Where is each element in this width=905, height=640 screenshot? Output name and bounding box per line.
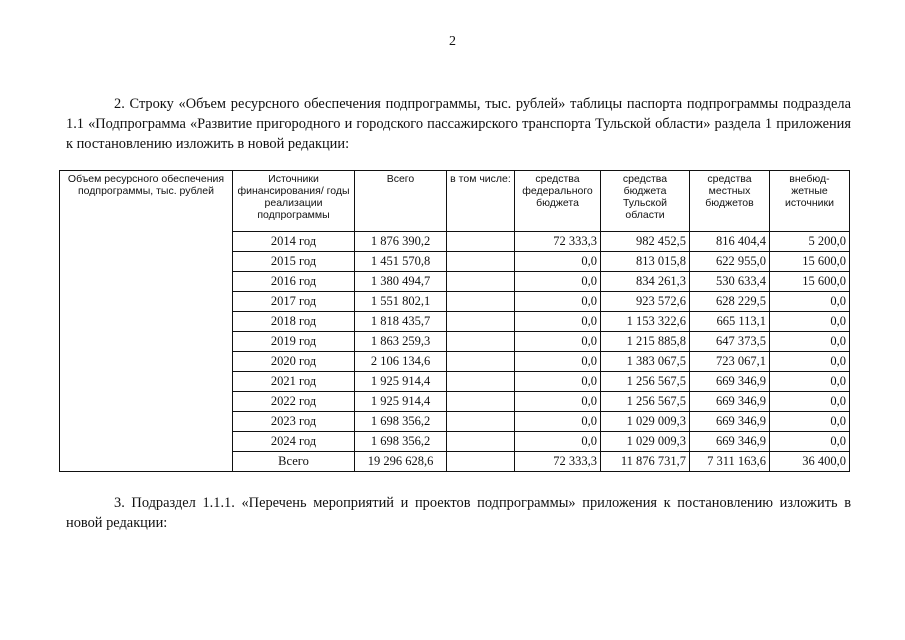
federal-cell: 0,0 <box>515 332 601 352</box>
including-cell <box>447 272 515 292</box>
including-cell <box>447 292 515 312</box>
total-cell: 1 451 570,8 <box>355 252 447 272</box>
extrabudgetary-cell: 0,0 <box>770 312 850 332</box>
regional-cell: 1 256 567,5 <box>601 392 690 412</box>
federal-cell: 72 333,3 <box>515 452 601 472</box>
local-cell: 669 346,9 <box>690 432 770 452</box>
federal-cell: 0,0 <box>515 292 601 312</box>
page-number: 2 <box>449 34 456 49</box>
extrabudgetary-cell: 5 200,0 <box>770 232 850 252</box>
total-cell: 1 876 390,2 <box>355 232 447 252</box>
extrabudgetary-cell: 36 400,0 <box>770 452 850 472</box>
including-cell <box>447 392 515 412</box>
header-including: в том числе: <box>447 171 515 232</box>
year-cell: 2021 год <box>233 372 355 392</box>
header-federal: средства федерального бюджета <box>515 171 601 232</box>
including-cell <box>447 232 515 252</box>
local-cell: 816 404,4 <box>690 232 770 252</box>
total-cell: 2 106 134,6 <box>355 352 447 372</box>
header-local: средства местных бюджетов <box>690 171 770 232</box>
local-cell: 723 067,1 <box>690 352 770 372</box>
federal-cell: 0,0 <box>515 252 601 272</box>
local-cell: 665 113,1 <box>690 312 770 332</box>
header-extrabudgetary: внебюд-жетные источники <box>770 171 850 232</box>
regional-cell: 1 383 067,5 <box>601 352 690 372</box>
including-cell <box>447 312 515 332</box>
total-cell: 19 296 628,6 <box>355 452 447 472</box>
federal-cell: 0,0 <box>515 272 601 292</box>
year-cell: 2016 год <box>233 272 355 292</box>
regional-cell: 923 572,6 <box>601 292 690 312</box>
including-cell <box>447 372 515 392</box>
local-cell: 628 229,5 <box>690 292 770 312</box>
local-cell: 669 346,9 <box>690 412 770 432</box>
local-cell: 669 346,9 <box>690 392 770 412</box>
extrabudgetary-cell: 15 600,0 <box>770 252 850 272</box>
including-cell <box>447 432 515 452</box>
row-label-cell: Объем ресурсного обеспечения подпрограммы, тыс. рублей <box>60 171 233 472</box>
paragraph-amendment-2: 2. Строку «Объем ресурсного обеспечения подпрограммы, тыс. рублей» таблицы паспорта подпрограммы подраздела 1.1 «Подпрограмма «Развитие пригородного и городского пассажирского транспорта Тульской области» раздела 1 приложения к постановлению изложить в новой редакции: <box>66 96 851 152</box>
year-cell: 2023 год <box>233 412 355 432</box>
header-total: Всего <box>355 171 447 232</box>
regional-cell: 1 256 567,5 <box>601 372 690 392</box>
year-cell: Всего <box>233 452 355 472</box>
regional-cell: 1 215 885,8 <box>601 332 690 352</box>
total-cell: 1 698 356,2 <box>355 412 447 432</box>
local-cell: 622 955,0 <box>690 252 770 272</box>
federal-cell: 0,0 <box>515 352 601 372</box>
year-cell: 2017 год <box>233 292 355 312</box>
total-cell: 1 863 259,3 <box>355 332 447 352</box>
total-cell: 1 818 435,7 <box>355 312 447 332</box>
federal-cell: 0,0 <box>515 432 601 452</box>
year-cell: 2019 год <box>233 332 355 352</box>
federal-cell: 0,0 <box>515 392 601 412</box>
year-cell: 2024 год <box>233 432 355 452</box>
header-regional: средства бюджета Тульской области <box>601 171 690 232</box>
regional-cell: 982 452,5 <box>601 232 690 252</box>
including-cell <box>447 412 515 432</box>
federal-cell: 0,0 <box>515 372 601 392</box>
local-cell: 669 346,9 <box>690 372 770 392</box>
total-cell: 1 698 356,2 <box>355 432 447 452</box>
year-cell: 2015 год <box>233 252 355 272</box>
extrabudgetary-cell: 0,0 <box>770 332 850 352</box>
regional-cell: 1 029 009,3 <box>601 432 690 452</box>
including-cell <box>447 352 515 372</box>
extrabudgetary-cell: 0,0 <box>770 292 850 312</box>
including-cell <box>447 452 515 472</box>
extrabudgetary-cell: 0,0 <box>770 352 850 372</box>
total-cell: 1 551 802,1 <box>355 292 447 312</box>
table-header-row <box>60 171 850 232</box>
federal-cell: 72 333,3 <box>515 232 601 252</box>
extrabudgetary-cell: 15 600,0 <box>770 272 850 292</box>
including-cell <box>447 332 515 352</box>
regional-cell: 1 029 009,3 <box>601 412 690 432</box>
total-cell: 1 380 494,7 <box>355 272 447 292</box>
regional-cell: 813 015,8 <box>601 252 690 272</box>
local-cell: 647 373,5 <box>690 332 770 352</box>
extrabudgetary-cell: 0,0 <box>770 412 850 432</box>
paragraph-amendment-3: 3. Подраздел 1.1.1. «Перечень мероприятий и проектов подпрограммы» приложения к постановлению изложить в новой редакции: <box>66 495 851 531</box>
total-cell: 1 925 914,4 <box>355 372 447 392</box>
regional-cell: 11 876 731,7 <box>601 452 690 472</box>
year-cell: 2014 год <box>233 232 355 252</box>
federal-cell: 0,0 <box>515 412 601 432</box>
extrabudgetary-cell: 0,0 <box>770 392 850 412</box>
regional-cell: 1 153 322,6 <box>601 312 690 332</box>
local-cell: 7 311 163,6 <box>690 452 770 472</box>
federal-cell: 0,0 <box>515 312 601 332</box>
header-sources: Источники финансирования/ годы реализации подпрограммы <box>233 171 355 232</box>
including-cell <box>447 252 515 272</box>
regional-cell: 834 261,3 <box>601 272 690 292</box>
local-cell: 530 633,4 <box>690 272 770 292</box>
year-cell: 2022 год <box>233 392 355 412</box>
extrabudgetary-cell: 0,0 <box>770 432 850 452</box>
extrabudgetary-cell: 0,0 <box>770 372 850 392</box>
resource-table <box>59 170 850 472</box>
year-cell: 2020 год <box>233 352 355 372</box>
year-cell: 2018 год <box>233 312 355 332</box>
total-cell: 1 925 914,4 <box>355 392 447 412</box>
